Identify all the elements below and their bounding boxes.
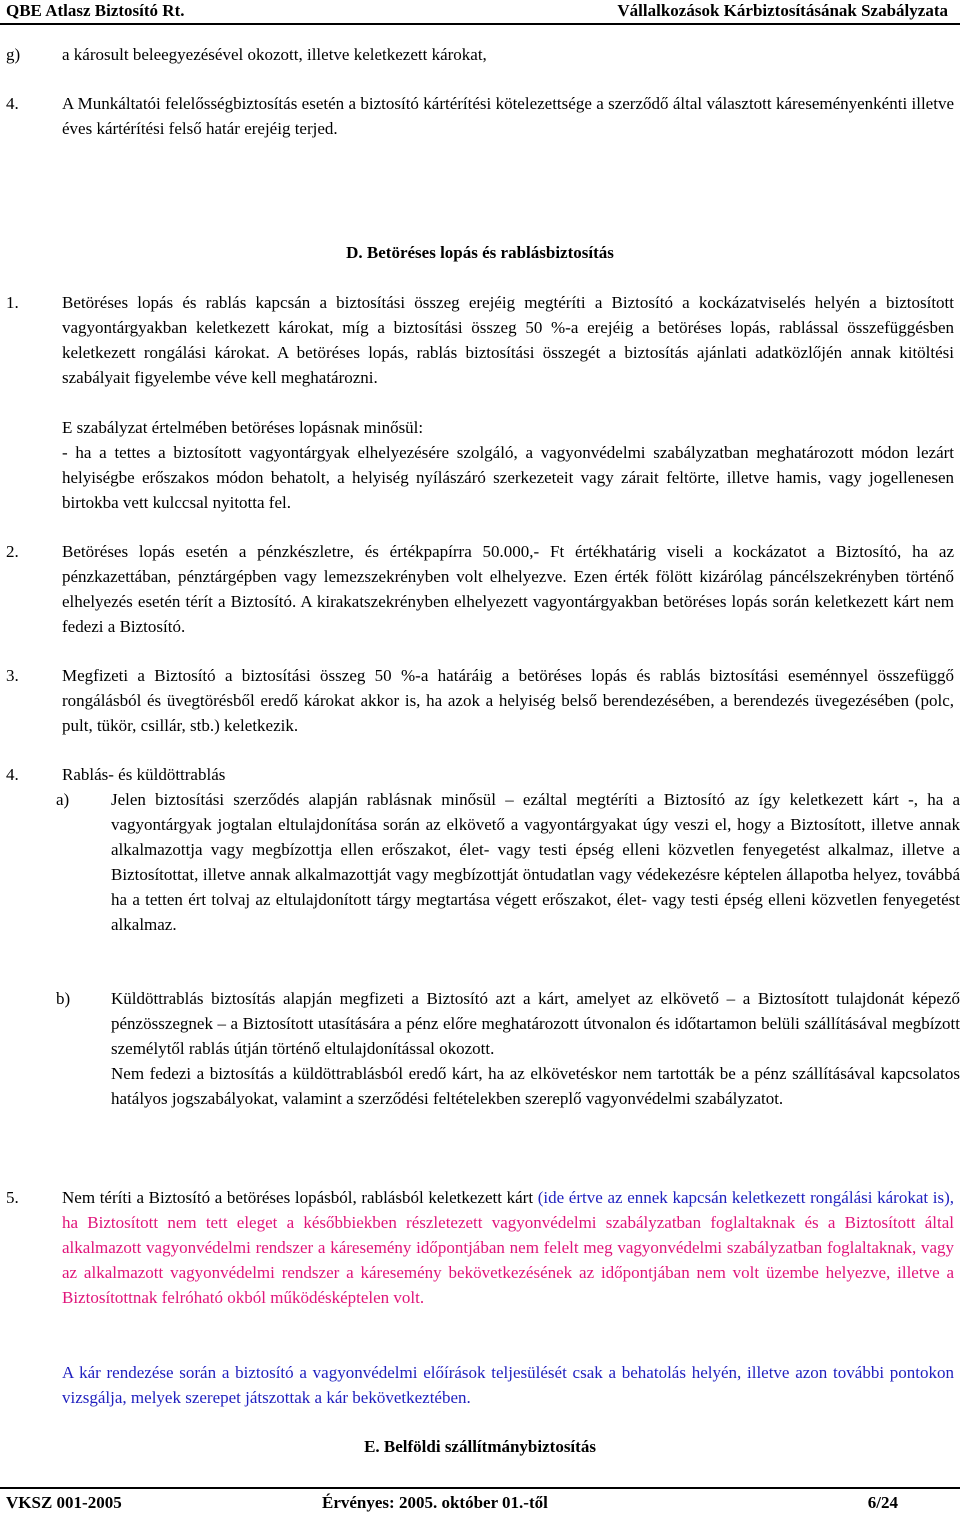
item-text-magenta: ha Biztosított nem tett eleget a későbbiekben részletezett vagyonvédelmi szabályzatban foglaltaknak és a Biztosított által alkalmazott vagyonvédelmi rendszer a káresemény időpontjában nem felelt meg vagyonvédelmi szabályzatban foglaltaknak, vagy az alkalmazott vagyonvédelmi rendszer a káresemény bekövetkezésének az időpontjában nem volt üzembe helyezve, illetve a Biztosítottnak felróható okból működésképtelen volt.	[62, 1213, 954, 1307]
item-text: A Munkáltatói felelősségbiztosítás esetén a biztosító kártérítési kötelezettsége a szerződő által választott káreseményenkénti illetve éves kártérítési felső határ erejéig terjed.	[62, 94, 954, 138]
item-4-sub-b	[56, 986, 960, 1161]
footer-page-number: 6/24	[867, 1493, 898, 1512]
item-g-label: g)	[6, 45, 21, 64]
item-g-text: a károsult beleegyezésével okozott, illetve keletkezett károkat,	[62, 45, 487, 64]
item-text-blue: (ide értve az ennek kapcsán keletkezett rongálási károkat is),	[537, 1188, 955, 1207]
item-text-black: Nem téríti a Biztosító a betöréses lopásból, rablásból keletkezett kárt	[62, 1188, 538, 1207]
sub-paragraph: Küldöttrablás biztosítás alapján megfizeti a Biztosító azt a kárt, amelyet az elkövető – a Biztosított tulajdonát képező pénzösszegnek – a Biztosított utasítására a pénz előre meghatározott útvonalon és időtartamon belüli szállításával megbízott személytől rablás útján történő eltulajdonítással okozott.	[111, 989, 960, 1058]
item-2-cash	[6, 539, 954, 639]
item-g	[6, 42, 954, 67]
item-paragraph: - ha a tettes a biztosított vagyontárgyak elhelyezésére szolgáló, a vagyonvédelmi szabályzatban meghatározott módon lezárt helyiségbe erőszakos módon behatolt, a helyiség nyílászáró szerkezeteit vagy zárait feltörte, illetve hamis, vagy jogellenesen birtokba vett kulccsal nyitotta fel.	[62, 443, 954, 512]
footer-document-code: VKSZ 001-2005	[6, 1493, 122, 1512]
sub-label: b)	[56, 989, 71, 1008]
item-text: Megfizeti a Biztosító a biztosítási összeg 50 %-a határáig a betöréses lopás és rablás biztosítási eseménnyel összefüggő rongálásból és üvegtörésből eredő károkat akkor is, ha azok a helyiség belső berendezésében, a berendezés üvegezésében (polc, pult, tükör, csillár, stb.) keletkezik.	[62, 666, 954, 735]
item-number: 3.	[6, 666, 19, 685]
item-number: 4.	[6, 765, 19, 784]
item-body	[62, 290, 954, 390]
section-d-heading: D. Betöréses lopás és rablásbiztosítás	[346, 243, 614, 262]
item-number: 5.	[6, 1188, 19, 1207]
item-3-damage	[6, 663, 954, 738]
item-4-sub-a	[56, 787, 960, 962]
item-number: 1.	[6, 293, 19, 312]
header-divider	[0, 23, 960, 25]
item-1-continuation	[62, 415, 954, 515]
footer-divider	[0, 1487, 960, 1489]
item-5-exclusion	[6, 1185, 954, 1335]
sub-label: a)	[56, 790, 70, 809]
page-header	[0, 0, 960, 22]
item-paragraph: E szabályzat értelmében betöréses lopásnak minősül:	[62, 418, 424, 437]
item-4-robbery	[6, 762, 954, 787]
item-number: 4.	[6, 94, 19, 113]
item-4-employer-liability	[6, 91, 954, 141]
footer-validity: Érvényes: 2005. október 01.-től	[322, 1493, 548, 1512]
item-text: Betöréses lopás esetén a pénzkészletre, és értékpapírra 50.000,- Ft értékhatárig viseli a kockázatot a Biztosító, ha az pénzkazettában, pénztárgépben vagy lemezszekrényben volt elhelyezve. Ezen érték fölött kizárólag páncélszekrényben történő elhelyezés esetén térít a Biztosító. A kirakatszekrényben elhelyezett vagyontárgyakban betöréses lopás során keletkezett kárt nem fedezi a Biztosító.	[62, 542, 954, 636]
section-e-heading: E. Belföldi szállítmánybiztosítás	[364, 1437, 596, 1456]
item-body	[62, 1185, 954, 1310]
item-number: 2.	[6, 542, 19, 561]
page-footer	[0, 1492, 960, 1514]
item-title: Rablás- és küldöttrablás	[62, 765, 226, 784]
item-paragraph: Betöréses lopás és rablás kapcsán a biztosítási összeg erejéig megtéríti a Biztosító a kockázatviselés helyén a biztosított vagyontárgyakban keletkezett károkat, míg a biztosítási összeg 50 %-a erejéig a betöréses lopás, rablással összefüggésben keletkezett rongálási károkat. A betöréses lopás, rablás biztosítási összegét a biztosítás ajánlati adatközlőjén annak kitöltési szabályait figyelembe véve kell meghatározni.	[62, 293, 954, 387]
sub-paragraph: Nem fedezi a biztosítás a küldöttrablásból eredő kárt, ha az elkövetéskor nem tartották be a pénz szállításával kapcsolatos hatályos jogszabályokat, valamint a szerződési feltételekben szereplő vagyonvédelmi szabályzatot.	[111, 1064, 960, 1108]
header-company: QBE Atlasz Biztosító Rt.	[6, 1, 185, 20]
sub-text	[111, 986, 960, 1111]
sub-text: Jelen biztosítási szerződés alapján rablásnak minősül – ezáltal megtéríti a Biztosító az így keletkezett kárt -, ha a vagyontárgyak jogtalan eltulajdonítása során az elkövető a vagyontárgyakat úgy veszi el, hogy a Biztosított, illetve annak alkalmazottja vagy megbízottja ellen erőszakot, élet- vagy testi épség elleni közvetlen fenyegetést alkalmaz, illetve a Biztosítottat, illetve annak alkalmazottját vagy megbízottját öntudatlan vagy védekezésre képtelen állapotba helyez, továbbá ha a tetten ért tolvaj az eltulajdonított tárgy megtartása végett erőszakot, élet- vagy testi épség elleni közvetlen fenyegetést alkalmaz.	[111, 790, 960, 934]
header-document-title: Vállalkozások Kárbiztosításának Szabályzata	[617, 1, 948, 20]
item-5-note: A kár rendezése során a biztosító a vagyonvédelmi előírások teljesülését csak a behatolás helyén, illetve azon további pontokon vizsgálja, melyek szerepet játszottak a kár bekövetkeztében.	[62, 1363, 954, 1407]
